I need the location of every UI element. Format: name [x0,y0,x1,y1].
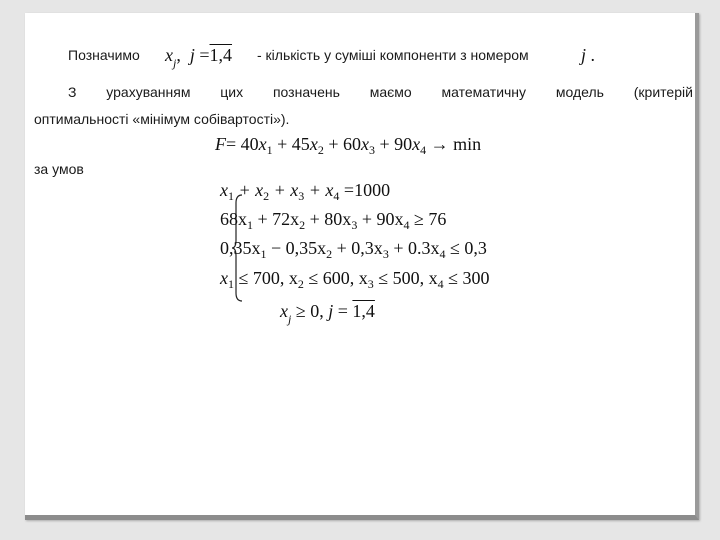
model-intro-cont: оптимальності «мінімум собівартості»). [34,111,290,127]
slide-page [25,13,699,520]
constraint-2: $68x_1 + 72x_2 + 80x_3 + 90x_4 \ge 76$ [220,209,447,232]
intro-prefix: Позначимо [68,47,140,63]
objective-function: $F= 40x_1 + 45x_2 + 60x_3 + 90x_4 \to \min$ [215,134,482,157]
conditions-label: за умов [34,161,84,177]
var-x-j: $x_j$, j =1,4 [165,45,233,70]
constraint-1: $x_1 + x_2 + x_3 + x_4 =1000$ [220,180,391,203]
var-j-end: j . [581,45,596,65]
model-intro-line: З урахуванням цих позначень маємо математичну модель (критерій [68,84,693,100]
nonnegativity: $x_j \ge 0$, j = 1,4 [280,301,375,326]
constraint-3: $0,35x_1 - 0,35x_2 + 0,3x_3 + 0.3x_4 \le 0,3$ [220,238,487,261]
intro-suffix: - кількість у суміші компоненти з номером [257,47,529,63]
constraint-4: $x_1 \le 700$, $x_2 \le 600$, $x_3 \le 500$, $x_4 \le 300$ [220,268,490,291]
